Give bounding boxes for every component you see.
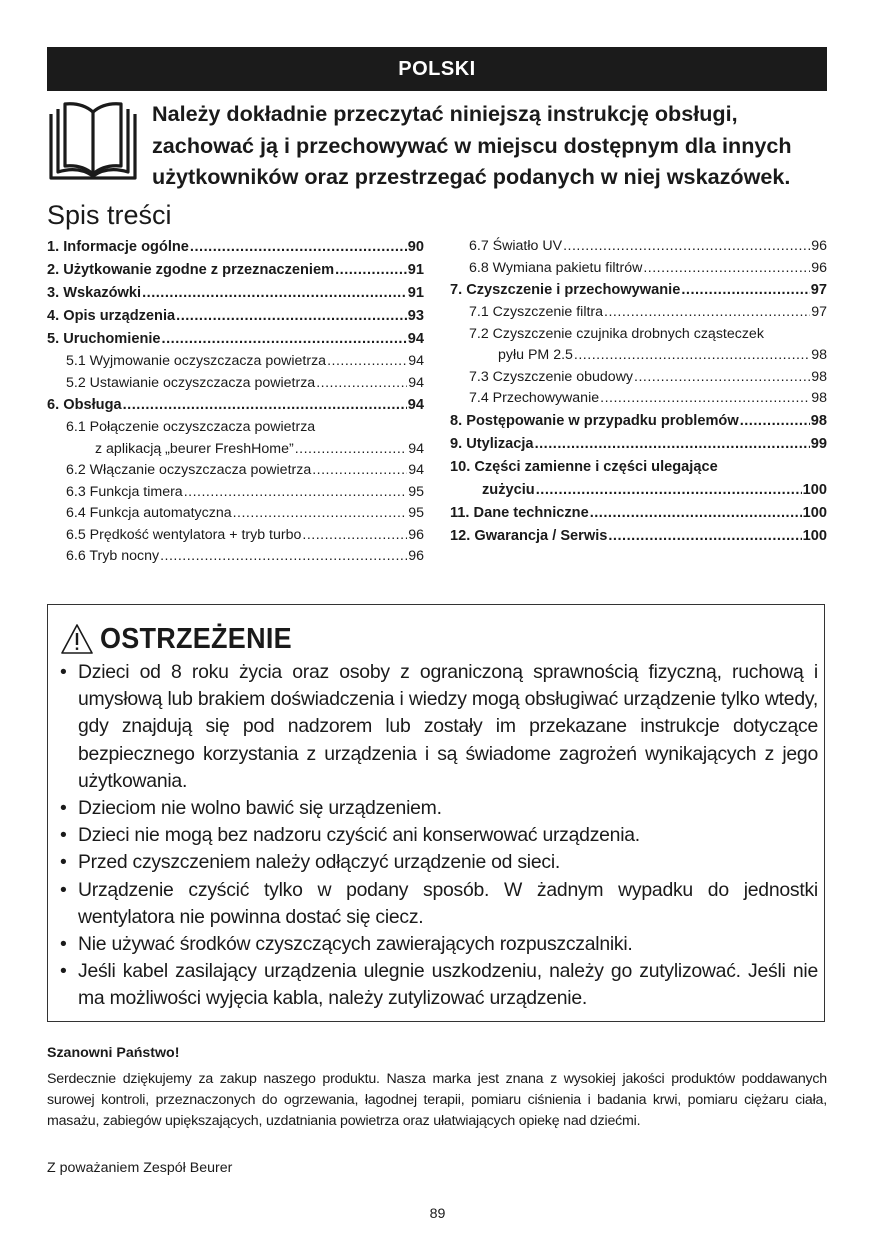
toc-entry-page: 94 <box>408 353 424 369</box>
toc-entry <box>450 433 827 456</box>
toc-dot-leader <box>190 236 407 259</box>
toc-dot-leader <box>563 236 810 258</box>
warning-box <box>47 604 825 1022</box>
letter-signoff: Z poważaniem Zespół Beurer <box>47 1160 233 1176</box>
language-label: POLSKI <box>398 57 476 80</box>
toc-dot-leader <box>327 351 407 373</box>
toc-dot-leader <box>600 388 810 410</box>
toc-entry-page: 96 <box>811 259 827 276</box>
toc-entry-page: 95 <box>408 483 424 500</box>
toc-title: Spis treści <box>47 200 172 230</box>
intro-text <box>152 98 842 193</box>
warning-item: • Przed czyszczeniem należy odłączyć urządzenie od sieci. <box>58 849 818 876</box>
toc-entry-label: 4. Opis urządzenia <box>47 308 176 324</box>
toc-entry-label: 1. Informacje ogólne <box>47 239 189 255</box>
toc-dot-leader <box>604 302 810 324</box>
toc-entry-page: 98 <box>811 347 827 363</box>
toc-entry-page: 96 <box>408 526 424 543</box>
toc-entry-label: 10. Części zamienne i części ulegające <box>450 458 718 475</box>
warning-item: • Jeśli kabel zasilający urządzenia ulegnie uszkodzeniu, należy go zutylizować. Jeśli nie ma możliwości wyjęcia kabla, należy zutylizować urządzenie. <box>58 958 818 1012</box>
toc-entry-label: 7.4 Przechowywanie <box>469 390 600 406</box>
toc-entry-label: z aplikacją „beurer FreshHome” <box>95 440 294 457</box>
toc-entry-page: 98 <box>811 368 827 385</box>
toc-entry <box>47 460 424 482</box>
toc-entry-label: 6.3 Funkcja timera <box>66 483 183 500</box>
toc-entry <box>47 328 424 351</box>
toc-dot-leader <box>142 282 407 305</box>
warning-item: • Dzieci od 8 roku życia oraz osoby z ograniczoną sprawnością fizyczną, ruchową i umysłową lub brakiem doświadczenia i wiedzy mogą obsługiwać urządzenie tylko wtedy, gdy znajdują się pod nadzorem lub zostały im przekazane instrukcje dotyczące bezpiecznego korzystania z urządzenia i są świadome zagrożeń wynikających z jego użytkowania. <box>58 659 818 795</box>
toc-entry <box>47 236 424 259</box>
toc-entry-label: zużyciu <box>482 481 535 498</box>
intro-line: użytkowników oraz przestrzegać podanych w niej wskazówek. <box>152 164 791 189</box>
toc-entry-label: 6.5 Prędkość wentylatora + tryb turbo <box>66 526 302 543</box>
toc-entry <box>47 525 424 547</box>
toc-entry <box>450 388 827 410</box>
toc-dot-leader <box>312 460 407 482</box>
warning-heading <box>60 619 306 659</box>
toc-entry-page: 100 <box>802 481 827 498</box>
toc-entry-page: 97 <box>810 282 827 298</box>
toc-entry-label: 6.6 Tryb nocny <box>66 548 160 564</box>
toc-entry <box>47 351 424 373</box>
toc-entry <box>47 259 424 282</box>
toc-entry-label: 6.7 Światło UV <box>469 238 563 254</box>
toc-entry-page: 98 <box>810 412 827 429</box>
toc-entry-page: 99 <box>810 435 827 452</box>
warning-item: • Urządzenie czyścić tylko w podany sposób. W żadnym wypadku do jednostki wentylatora nie powinna dostać się ciecz. <box>58 877 818 931</box>
toc-dot-leader <box>184 482 408 504</box>
toc-dot-leader <box>176 305 407 328</box>
toc-entry-page: 94 <box>408 440 424 457</box>
warning-triangle-icon <box>60 623 94 655</box>
toc-dot-leader <box>535 433 810 456</box>
toc-entry <box>47 503 424 525</box>
toc-dot-leader <box>643 258 810 280</box>
toc-entry-label: 3. Wskazówki <box>47 285 142 301</box>
toc-entry-page: 95 <box>408 505 424 521</box>
toc-right-column <box>450 236 827 548</box>
toc-entry <box>47 417 424 439</box>
toc-entry-page: 94 <box>408 374 424 391</box>
warning-item: • Dzieci nie mogą bez nadzoru czyścić ani konserwować urządzenia. <box>58 822 818 849</box>
intro-line: Należy dokładnie przeczytać niniejszą instrukcję obsługi, <box>152 101 738 126</box>
toc-dot-leader <box>590 502 802 525</box>
toc-entry <box>450 367 827 389</box>
toc-entry-page: 100 <box>802 504 827 521</box>
toc-entry <box>47 439 424 461</box>
toc-entry <box>450 410 827 433</box>
toc-dot-leader <box>608 525 801 548</box>
toc-entry-label: 7.3 Czyszczenie obudowy <box>469 368 634 385</box>
toc-entry-page: 94 <box>407 331 424 347</box>
letter-body: Serdecznie dziękujemy za zakup naszego produktu. Nasza marka jest znana z wysokiej jakości produktów poddawanych surowej kontroli, przeznaczonych do ogrzewania, łagodnej terapii, pomiaru ciśnienia i badania krwi, pomiaru ciężaru ciała, masażu, zabiegów upiększających, uzdatniania powietrza oraz ułatwiających opiekę nad dziećmi. <box>47 1071 827 1129</box>
toc-entry <box>450 456 827 479</box>
toc-entry <box>450 279 827 302</box>
toc-entry-label: 11. Dane techniczne <box>450 504 589 521</box>
toc-entry-label: 9. Utylizacja <box>450 435 534 452</box>
toc-entry-label: 7. Czyszczenie i przechowywanie <box>450 282 681 298</box>
toc-entry-label: 7.1 Czyszczenie filtra <box>469 304 604 320</box>
toc-entry <box>47 282 424 305</box>
toc-entry-page: 96 <box>811 238 827 254</box>
toc-dot-leader <box>335 259 407 282</box>
toc-dot-leader <box>295 439 408 461</box>
page-number: 89 <box>429 1206 446 1222</box>
toc-entry-page: 93 <box>407 308 424 324</box>
toc-dot-leader <box>740 410 810 433</box>
toc-dot-leader <box>681 279 809 302</box>
toc-entry-page: 94 <box>408 462 424 478</box>
toc-entry-label: 5.1 Wyjmowanie oczyszczacza powietrza <box>66 353 327 369</box>
toc-entry-label: 5.2 Ustawianie oczyszczacza powietrza <box>66 374 316 391</box>
warning-item: • Nie używać środków czyszczących zawierających rozpuszczalniki. <box>58 931 818 958</box>
toc-dot-leader <box>316 373 407 395</box>
toc-entry-page: 97 <box>811 304 827 320</box>
toc-entry <box>47 546 424 568</box>
toc-entry <box>450 302 827 324</box>
toc-entry-label: 8. Postępowanie w przypadku problemów <box>450 412 739 429</box>
toc-entry <box>450 502 827 525</box>
toc-entry-page: 96 <box>408 548 424 564</box>
toc-entry-label: 6.1 Połączenie oczyszczacza powietrza <box>66 419 316 435</box>
warning-list <box>58 659 818 1013</box>
intro-line: zachować ją i przechowywać w miejscu dostępnym dla innych <box>152 132 792 158</box>
toc-entry-label: 6. Obsługa <box>47 397 122 413</box>
toc-entry <box>450 258 827 280</box>
toc-dot-leader <box>536 479 802 502</box>
toc-entry-label: 6.2 Włączanie oczyszczacza powietrza <box>66 462 312 478</box>
language-header <box>47 47 827 91</box>
toc-entry-page: 94 <box>407 397 424 413</box>
toc-entry <box>47 373 424 395</box>
toc-entry <box>450 236 827 258</box>
toc-entry-page: 100 <box>802 527 827 544</box>
toc-entry-page: 91 <box>407 285 424 301</box>
toc-dot-leader <box>233 503 408 525</box>
toc-dot-leader <box>162 328 407 351</box>
toc-entry <box>47 305 424 328</box>
letter-greeting: Szanowni Państwo! <box>47 1045 180 1061</box>
toc-entry-label: 5. Uruchomienie <box>47 331 161 347</box>
toc-entry <box>450 525 827 548</box>
toc-entry-label: pyłu PM 2.5 <box>498 347 573 363</box>
toc-entry-label: 2. Użytkowanie zgodne z przeznaczeniem <box>47 262 335 278</box>
toc-dot-leader <box>634 367 810 389</box>
toc-entry <box>47 482 424 504</box>
toc-entry-label: 6.8 Wymiana pakietu filtrów <box>469 259 643 276</box>
toc-dot-leader <box>160 546 407 568</box>
toc-dot-leader <box>302 525 407 547</box>
toc-entry-label: 7.2 Czyszczenie czujnika drobnych cząsteczek <box>469 325 764 342</box>
toc-dot-leader <box>574 345 810 367</box>
warning-title: OSTRZEŻENIE <box>100 622 292 655</box>
intro-section <box>47 98 837 190</box>
toc-entry <box>450 324 827 346</box>
toc-dot-leader <box>123 394 407 417</box>
open-book-icon <box>47 100 139 182</box>
toc-left-column <box>47 236 424 568</box>
toc-entry-page: 90 <box>407 239 424 255</box>
warning-item: • Dzieciom nie wolno bawić się urządzeniem. <box>58 795 818 822</box>
toc-entry <box>47 394 424 417</box>
toc-entry <box>450 345 827 367</box>
toc-entry-page: 91 <box>407 262 424 278</box>
toc-entry-page: 98 <box>811 390 827 406</box>
toc-entry-label: 6.4 Funkcja automatyczna <box>66 505 232 521</box>
toc-entry-label: 12. Gwarancja / Serwis <box>450 527 608 544</box>
toc-entry <box>450 479 827 502</box>
